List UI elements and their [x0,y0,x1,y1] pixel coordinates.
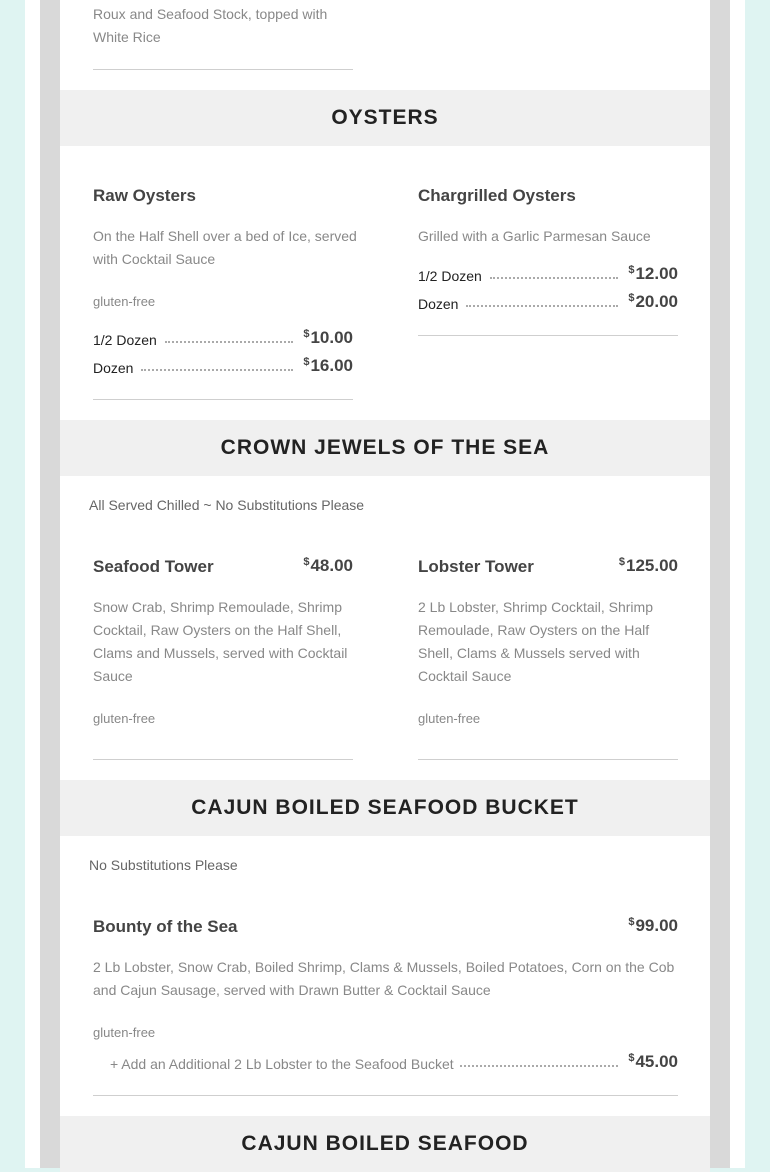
price: $10.00 [303,328,353,347]
section-title-crown-jewels: CROWN JEWELS OF THE SEA [60,420,710,476]
item-name-lobster-tower: Lobster Tower [418,557,534,576]
price: $99.00 [628,916,678,935]
price-row [418,290,678,312]
item-name-seafood-tower: Seafood Tower [93,557,214,576]
item-description-bounty-of-the-sea: 2 Lb Lobster, Snow Crab, Boiled Shrimp, Clams & Mussels, Boiled Potatoes, Corn on the Cob and Cajun Sausage, served with Drawn Butter & Cocktail Sauce [93,959,675,998]
dietary-tag: gluten-free [418,711,481,726]
price-row [93,354,353,376]
section-title-cajun-boiled-seafood: CAJUN BOILED SEAFOOD [60,1116,710,1172]
section-title-oysters: OYSTERS [60,90,710,146]
portion-label: 1/2 Dozen [418,268,482,284]
addon-price-row [110,1050,678,1072]
dietary-tag: gluten-free [93,294,156,309]
leader-dots [490,277,619,279]
leader-dots [466,305,618,307]
item-divider [418,759,678,760]
price: $45.00 [628,1052,678,1071]
item-divider [93,69,353,70]
item-description-raw-oysters: On the Half Shell over a bed of Ice, served with Cocktail Sauce [93,228,357,267]
item-divider [93,759,353,760]
item-description-seafood-tower: Snow Crab, Shrimp Remoulade, Shrimp Cocktail, Raw Oysters on the Half Shell, Clams and Mussels, served with Cocktail Sauce [93,599,348,684]
leader-dots [141,369,293,371]
portion-label: Dozen [93,360,134,376]
dietary-tag: gluten-free [93,1025,156,1040]
price-row [93,326,353,348]
item-name-chargrilled-oysters: Chargrilled Oysters [418,186,576,205]
section-note: No Substitutions Please [89,857,238,873]
item-name-raw-oysters: Raw Oysters [93,186,196,205]
price: $12.00 [628,264,678,283]
section-title-seafood-bucket: CAJUN BOILED SEAFOOD BUCKET [60,780,710,836]
portion-label: 1/2 Dozen [93,332,157,348]
previous-item-description: Roux and Seafood Stock, topped with White Rice [93,6,328,45]
item-divider [93,399,353,400]
price-row [418,262,678,284]
item-description-chargrilled-oysters: Grilled with a Garlic Parmesan Sauce [418,228,651,244]
price: $48.00 [303,556,353,575]
item-divider [93,1095,678,1096]
item-description-lobster-tower: 2 Lb Lobster, Shrimp Cocktail, Shrimp Remoulade, Raw Oysters on the Half Shell, Clams & Mussels served with Cocktail Sauce [418,599,653,684]
item-divider [418,335,678,336]
dietary-tag: gluten-free [93,711,156,726]
price: $20.00 [628,292,678,311]
section-note: All Served Chilled ~ No Substitutions Please [89,497,365,513]
price: $16.00 [303,356,353,375]
leader-dots [165,341,294,343]
price: $125.00 [618,556,678,575]
item-name-bounty-of-the-sea: Bounty of the Sea [93,917,238,936]
portion-label: Dozen [418,296,459,312]
leader-dots [460,1065,619,1067]
addon-label: + Add an Additional 2 Lb Lobster to the Seafood Bucket [110,1056,454,1072]
menu-page [60,0,710,1168]
